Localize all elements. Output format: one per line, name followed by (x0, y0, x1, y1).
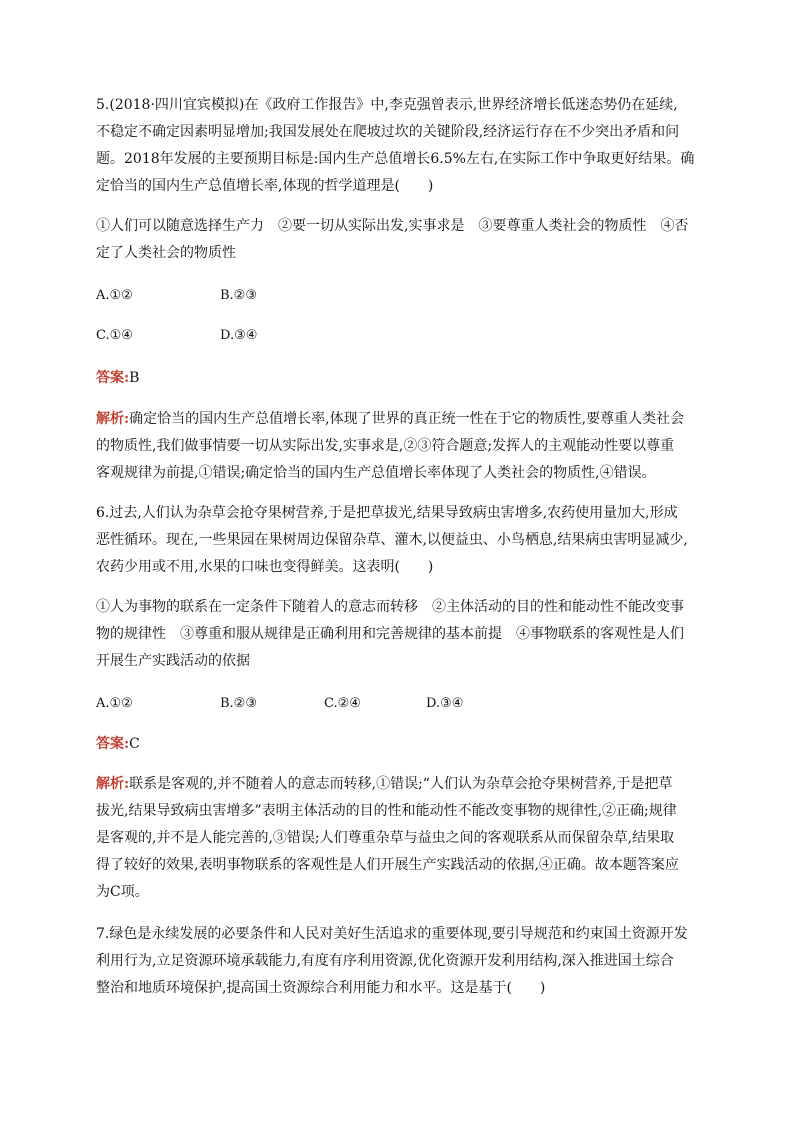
option-a[interactable]: A.①② (96, 288, 133, 303)
question-6-line: 恶性循环。现在,一些果园在果树周边保留杂草、灌木,以便益虫、小鸟栖息,结果病虫害明显减少, (96, 532, 688, 548)
analysis-line: 拔光,结果导致病虫害增多”表明主体活动的目的性和能动性不能改变事物的规律性,②正确;规律 (96, 803, 677, 819)
option-c[interactable]: C.①④ (96, 328, 133, 343)
question-6-line: 6.过去,人们认为杂草会抢夺果树营养,于是把草拔光,结果导致病虫害增多,农药使用量加大,形成 (96, 505, 678, 521)
question-5-line: 题。2018年发展的主要预期目标是:国内生产总值增长6.5%左右,在实际工作中争取更好结果。确 (96, 151, 695, 167)
answer-value: C (129, 736, 140, 752)
option-a[interactable]: A.①② (96, 696, 133, 711)
statement-line: 开展生产实践活动的依据 (96, 653, 250, 669)
question-7-line: 整治和地质环境保护,提高国土资源综合利用能力和水平。这是基于( ) (96, 980, 546, 996)
question-5-options-row-2 (96, 326, 696, 346)
analysis-line: 为C项。 (96, 884, 149, 900)
analysis-line: 得了较好的效果,表明事物联系的客观性是人们开展生产实践活动的依据,④正确。故本题答案应 (96, 857, 679, 873)
analysis-label: 解析: (96, 776, 130, 792)
question-5-options-row-1 (96, 286, 696, 306)
analysis-text: 确定恰当的国内生产总值增长率,体现了世界的真正统一性在于它的物质性,要尊重人类社会 (129, 411, 685, 427)
option-d[interactable]: D.③④ (426, 696, 464, 711)
option-c[interactable]: C.②④ (324, 696, 361, 711)
question-7-stem (96, 921, 696, 1002)
question-7-line: 利用行为,立足资源环境承载能力,有度有序利用资源,优化资源开发利用结构,深入推进国土综合 (96, 953, 674, 969)
statement-line: 定了人类社会的物质性 (96, 245, 236, 261)
analysis-line (96, 406, 696, 433)
analysis-text: 联系是客观的,并不随着人的意志而转移,①错误;“人们认为杂草会抢夺果树营养,于是把草 (129, 776, 673, 792)
answer-label: 答案: (96, 736, 130, 752)
question-6-stem (96, 500, 696, 581)
question-6-line: 农药少用或不用,水果的口味也变得鲜美。这表明( ) (96, 559, 434, 575)
question-7-line: 7.绿色是永续发展的必要条件和人民对美好生活追求的重要体现,要引导规范和约束国土资源开发 (96, 926, 688, 942)
statement-line: ①人为事物的联系在一定条件下随着人的意志而转移 ②主体活动的目的性和能动性不能改变事 (96, 599, 684, 615)
analysis-line: 是客观的,并不是人能完善的,③错误;人们尊重杂草与益虫之间的客观联系从而保留杂草,结果取 (96, 830, 675, 846)
question-5-stem (96, 92, 696, 200)
analysis-line: 客观规律为前提,①错误;确定恰当的国内生产总值增长率体现了人类社会的物质性,④错误。 (96, 465, 656, 481)
option-b[interactable]: B.②③ (220, 288, 257, 303)
statement-line: ①人们可以随意选择生产力 ②要一切从实际出发,实事求是 ③要尊重人类社会的物质性 ④否 (96, 218, 689, 234)
answer-label: 答案: (96, 370, 130, 386)
question-5-line: 定恰当的国内生产总值增长率,体现的哲学道理是( ) (96, 178, 434, 194)
option-b[interactable]: B.②③ (220, 696, 257, 711)
question-5-analysis (96, 406, 696, 487)
question-5-statements (96, 213, 696, 267)
statement-line: 物的规律性 ③尊重和服从规律是正确利用和完善规律的基本前提 ④事物联系的客观性是人们 (96, 626, 684, 642)
question-6-answer (96, 734, 140, 754)
analysis-line (96, 771, 696, 798)
analysis-label: 解析: (96, 411, 130, 427)
question-6-statements (96, 594, 696, 675)
question-5-line: 不稳定不确定因素明显增加;我国发展处在爬坡过坎的关键阶段,经济运行存在不少突出矛盾和问 (96, 124, 680, 140)
option-d[interactable]: D.③④ (220, 328, 258, 343)
question-6-analysis (96, 771, 696, 906)
question-5-line: 5.(2018·四川宜宾模拟)在《政府工作报告》中,李克强曾表示,世界经济增长低迷态势仍在延续, (96, 97, 678, 113)
question-5-answer (96, 368, 139, 388)
answer-value: B (129, 370, 140, 386)
analysis-line: 的物质性,我们做事情要一切从实际出发,实事求是,②③符合题意;发挥人的主观能动性要以尊重 (96, 438, 675, 454)
question-6-options-row (96, 694, 696, 714)
